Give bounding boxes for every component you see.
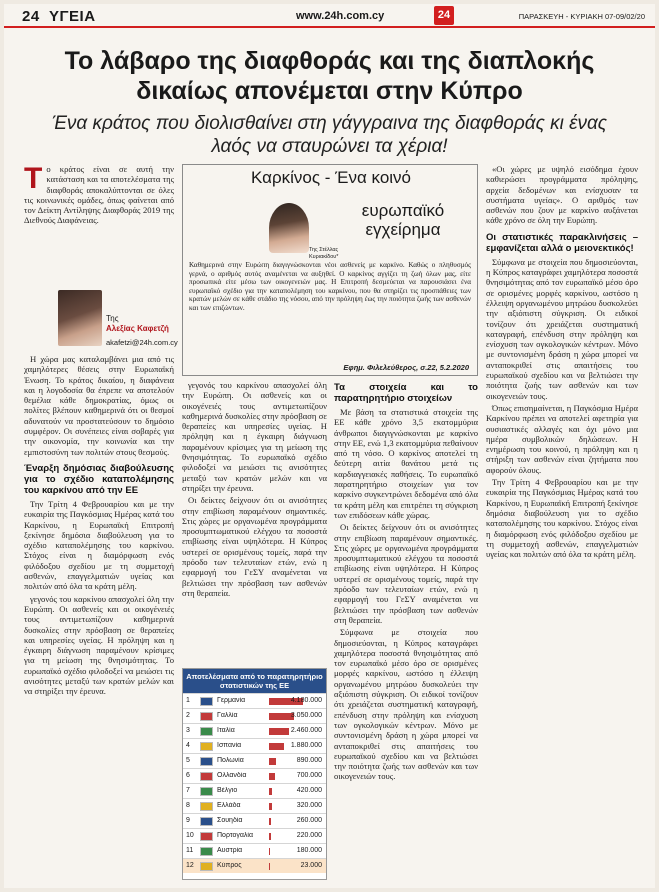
row-rank: 7 bbox=[186, 787, 190, 794]
row-country: Ισπανία bbox=[217, 742, 242, 749]
row-value: 700.000 bbox=[296, 772, 322, 779]
row-value: 890.000 bbox=[296, 757, 322, 764]
row-value: 4.180.000 bbox=[290, 697, 322, 704]
row-country: Αυστρία bbox=[217, 847, 243, 854]
col3-subheading: Τα στοιχεία και το παρατηρητήριο στοιχείων bbox=[334, 382, 478, 404]
col3-paragraph-3: Σύμφωνα με στοιχεία που δημοσιεύονται, η Κύπρος καταγράφει χαμηλότερα ποσοστά θνησιμότητας από τον ευρωπαϊκό μέσο όρο σε ορισμένες μορφές καρκίνου, ωστόσο η έλλειψη οργανωμένου μητρώου δυσκολεύει την αξιόπιστη σύγκριση. Οι ειδικοί τονίζουν ότι χρειάζεται συστηματική καταγραφή, επένδυση στην πρόληψη και ενίσχυση των ογκολογικών κέντρων. Μόνο με συντονισμένη δράση η χώρα μπορεί να ανταποκριθεί στις απαιτήσεις του ευρωπαϊκού σχεδίου και να βελτιώσει την ποιότητα ζωής των ασθενών και των οικογενειών τους. bbox=[334, 627, 478, 782]
col4-paragraph-2: Σύμφωνα με στοιχεία που δημοσιεύονται, η Κύπρος καταγράφει χαμηλότερα ποσοστά θνησιμότητας από τον ευρωπαϊκό μέσο όρο σε ορισμένες μορφές καρκίνου, ωστόσο η έλλειψη οργανωμένου μητρώου δυσκολεύει την αξιόπιστη σύγκριση. Οι ειδικοί τονίζουν ότι χρειάζεται συστηματική καταγραφή, επένδυση στην πρόληψη και ενίσχυση των ογκολογικών κέντρων. Μόνο με συντονισμένη δράση η χώρα μπορεί να ανταποκριθεί στις απαιτήσεις του ευρωπαϊκού σχεδίου και να βελτιώσει την ποιότητα ζωής των ασθενών και των οικογενειών τους. bbox=[486, 256, 638, 401]
table-row bbox=[183, 768, 326, 783]
article-title: Το λάβαρο της διαφθοράς και της διαπλοκής δικαίως απονέμεται στην Κύπρο bbox=[64, 47, 595, 105]
table-row bbox=[183, 693, 326, 708]
row-bar bbox=[269, 728, 289, 735]
box-photo-caption: Της Στέλλας Κυριακίδου* bbox=[309, 247, 339, 260]
author-label: Της Αλεξίας Καφετζή bbox=[106, 314, 169, 333]
stats-table bbox=[182, 668, 327, 880]
table-row bbox=[183, 858, 326, 873]
row-value: 180.000 bbox=[296, 847, 322, 854]
box-author-photo bbox=[269, 203, 309, 253]
row-value: 23.000 bbox=[300, 862, 322, 869]
page-header bbox=[4, 4, 655, 28]
col1-paragraph: Η χώρα μας καταλαμβάνει μια από τις χαμηλότερες θέσεις στην Ευρωπαϊκή Ένωση. Το κράτος δικαίου, η διαφάνεια και η λογοδοσία θα έπρεπε να αποτελούν θεμέλια κάθε δημοκρατίας, όμως οι πολίτες βλέπουν καθημερινά ότι οι θεσμοί αδυνατούν να προστατεύσουν το δημόσιο συμφέρον. Οι συνέπειες είναι σοβαρές για την οικονομία, την κοινωνία και την εμπιστοσύνη των πολιτών στους θεσμούς. bbox=[24, 354, 174, 457]
drop-cap: Τ bbox=[24, 164, 43, 195]
col4-paragraph-4: Την Τρίτη 4 Φεβρουαρίου και με την ευκαιρία της Παγκόσμιας Ημέρας κατά του Καρκίνου, η Ευρωπαϊκή Επιτροπή ξεκίνησε δημόσια διαβούλευση για το σχέδιο καταπολέμησης του καρκίνου. Στόχος είναι η διαμόρφωση ενός φιλόδοξου σχεδίου με τη συμμετοχή ασθενών, επαγγελματιών υγείας και πολιτών από όλα τα κράτη μέλη. bbox=[486, 477, 638, 560]
row-bar bbox=[269, 863, 270, 870]
row-bar bbox=[269, 818, 271, 825]
article-subtitle: Ένα κράτος που διολισθαίνει στη γάγγραινα της διαφθοράς κι ένας λαός να σταυρώνει τα χέρια! bbox=[51, 113, 608, 157]
author-email: akafetzi@24h.com.cy bbox=[106, 338, 178, 347]
col3-paragraph: Με βάση τα στατιστικά στοιχεία της ΕΕ κάθε χρόνο 3,5 εκατομμύρια άνθρωποι διαγιγνώσκονται με καρκίνο στην ΕΕ, ενώ 1,3 εκατομμύρια πεθαίνουν από τη νόσο. Ο καρκίνος αποτελεί τη δεύτερη αιτία θανάτου μετά τις καρδιαγγειακές παθήσεις. Το ευρωπαϊκό παρατηρητήριο στοιχείων για τον καρκίνο συγκεντρώνει δεδομένα από όλα τα κράτη μέλη και επιτρέπει τη σύγκριση των επιδόσεων κάθε χώρας. bbox=[334, 407, 478, 520]
flag-icon bbox=[200, 697, 213, 706]
issue-date: ΠΑΡΑΣΚΕΥΗ - ΚΥΡΙΑΚΗ 07-09/02/20 bbox=[518, 12, 645, 21]
column-3 bbox=[334, 164, 478, 880]
row-bar bbox=[269, 758, 276, 765]
col1-paragraph-2: Την Τρίτη 4 Φεβρουαρίου και με την ευκαιρία της Παγκόσμιας Ημέρας κατά του Καρκίνου, η Ευρωπαϊκή Επιτροπή ξεκίνησε δημόσια διαβούλευση για το σχέδιο καταπολέμησης του καρκίνου. Στόχος είναι η διαμόρφωση ενός φιλόδοξου σχεδίου με τη συμμετοχή ασθενών, επαγγελματιών υγείας και πολιτών από όλα τα κράτη μέλη. bbox=[24, 498, 174, 592]
flag-icon bbox=[200, 727, 213, 736]
brand-logo: 24 bbox=[434, 6, 454, 25]
row-country: Πορτογαλία bbox=[217, 832, 254, 839]
row-bar bbox=[269, 803, 272, 810]
row-rank: 1 bbox=[186, 697, 190, 704]
column-2 bbox=[182, 380, 327, 670]
row-rank: 3 bbox=[186, 727, 190, 734]
flag-icon bbox=[200, 832, 213, 841]
row-rank: 5 bbox=[186, 757, 190, 764]
author-name: Αλεξίας Καφετζή bbox=[106, 324, 169, 333]
row-country: Ελλάδα bbox=[217, 802, 241, 809]
col1-paragraph-3: γεγονός του καρκίνου απασχολεί όλη την Ευρώπη. Οι ασθενείς και οι οικογένειές τους αντιμετωπίζουν καθημερινά δυσκολίες στην πρόσβαση σε θεραπείες και υπηρεσίες υγείας. Η πρόληψη και η έγκαιρη διάγνωση παραμένουν κρίσιμες για τη μείωση της θνησιμότητας. Το ευρωπαϊκό σχέδιο φιλοδοξεί να μειώσει τις ανισότητες μεταξύ των κρατών μελών και να στηρίξει την έρευνα. bbox=[24, 593, 174, 697]
row-value: 220.000 bbox=[296, 832, 322, 839]
site-url: www.24h.com.cy bbox=[296, 10, 385, 22]
col2-paragraph-2: Οι δείκτες δείχνουν ότι οι ανισότητες στην επιβίωση παραμένουν σημαντικές. Στις χώρες με οργανωμένα προγράμματα προσυμπτωματικού ελέγχου τα ποσοστά επιβίωσης είναι υψηλότερα. Η Κύπρος υστερεί σε ορισμένους τομείς, παρά την πρόοδο των τελευταίων ετών, ενώ η εφαρμογή του ΓεΣΥ αναμένεται να βελτιώσει την πρόσβαση των ασθενών στη θεραπεία. bbox=[182, 495, 327, 598]
author-block bbox=[24, 290, 178, 350]
flag-icon bbox=[200, 757, 213, 766]
row-country: Βέλγιο bbox=[217, 787, 238, 794]
row-country: Κύπρος bbox=[217, 862, 242, 869]
row-rank: 12 bbox=[186, 862, 194, 869]
col4-subheading: Οι στατιστικές παρακλινήσεις – εμφανίζεται αλλά ο μειονεκτικός! bbox=[486, 231, 638, 254]
row-bar bbox=[269, 743, 284, 750]
article-lead bbox=[24, 164, 174, 286]
row-country: Ολλανδία bbox=[217, 772, 247, 779]
table-row bbox=[183, 783, 326, 798]
row-rank: 6 bbox=[186, 772, 190, 779]
col4-paragraph: «Οι χώρες με υψηλό εισόδημα έχουν καθιερώσει προγράμματα πρόληψης, αρχεία δεδομένων και ενίσχυσαν τα συστήματα υγείας». Ο αριθμός των ασθενών που ζουν με καρκίνο αυξάνεται κάθε χρόνο σε όλη την Ευρώπη. bbox=[486, 164, 638, 226]
flag-icon bbox=[200, 742, 213, 751]
flag-icon bbox=[200, 862, 213, 871]
flag-icon bbox=[200, 772, 213, 781]
row-rank: 11 bbox=[186, 847, 194, 854]
table-row bbox=[183, 813, 326, 828]
col1-subheading: Έναρξη δημόσιας διαβούλευσης για το σχέδιο καταπολέμησης του καρκίνου από την ΕΕ bbox=[24, 462, 174, 496]
row-value: 320.000 bbox=[296, 802, 322, 809]
author-photo bbox=[58, 290, 102, 346]
flag-icon bbox=[200, 802, 213, 811]
row-bar bbox=[269, 833, 271, 840]
row-bar bbox=[269, 848, 270, 855]
box-title-line1: Καρκίνος - Ένα κοινό bbox=[250, 168, 412, 187]
table-row bbox=[183, 843, 326, 858]
row-bar bbox=[269, 773, 275, 780]
row-rank: 8 bbox=[186, 802, 190, 809]
row-value: 2.460.000 bbox=[290, 727, 322, 734]
table-row bbox=[183, 723, 326, 738]
flag-icon bbox=[200, 787, 213, 796]
flag-icon bbox=[200, 712, 213, 721]
row-value: 420.000 bbox=[296, 787, 322, 794]
newspaper-page bbox=[4, 4, 655, 888]
box-signature: Εφημ. Φιλελεύθερος, σ.22, 5.2.2020 bbox=[343, 363, 469, 372]
section-name: ΥΓΕΙΑ bbox=[49, 8, 96, 25]
row-country: Πολωνία bbox=[217, 757, 244, 764]
table-row bbox=[183, 798, 326, 813]
row-rank: 4 bbox=[186, 742, 190, 749]
row-bar bbox=[269, 788, 272, 795]
row-value: 260.000 bbox=[296, 817, 322, 824]
row-country: Γαλλία bbox=[217, 712, 238, 719]
box-title-line2: ευρωπαϊκό εγχείρημα bbox=[361, 201, 445, 239]
column-1 bbox=[24, 354, 174, 879]
row-rank: 2 bbox=[186, 712, 190, 719]
table-row bbox=[183, 828, 326, 843]
page-number: 24 ΥΓΕΙΑ bbox=[22, 8, 96, 25]
flag-icon bbox=[200, 847, 213, 856]
table-row bbox=[183, 708, 326, 723]
column-4 bbox=[486, 164, 638, 880]
row-country: Σουηδία bbox=[217, 817, 243, 824]
col3-paragraph-2: Οι δείκτες δείχνουν ότι οι ανισότητες στην επιβίωση παραμένουν σημαντικές. Στις χώρες με οργανωμένα προγράμματα προσυμπτωματικού ελέγχου τα ποσοστά επιβίωσης είναι υψηλότερα. Η Κύπρος υστερεί σε ορισμένους τομείς, παρά την πρόοδο των τελευταίων ετών, ενώ η εφαρμογή του ΓεΣΥ αναμένεται να βελτιώσει την πρόσβαση των ασθενών στη θεραπεία. bbox=[334, 522, 478, 625]
table-row bbox=[183, 738, 326, 753]
row-rank: 9 bbox=[186, 817, 190, 824]
row-country: Γερμανία bbox=[217, 697, 246, 704]
lead-text: ο κράτος είναι σε αυτή την κατάσταση και τα αποτελέσματα της διαφθοράς αποκαλύπτονται σε όλες τις κοινωνικές ομάδες, όπως φαίνεται από τον Δείκτη Αντίληψης Διαφθοράς 2019 της Διεθνούς Διαφάνειας. bbox=[24, 164, 174, 226]
table-title: Αποτελέσματα από το παρατηρητήριο στατιστικών της ΕΕ bbox=[183, 669, 326, 693]
row-value: 3.050.000 bbox=[290, 712, 322, 719]
row-value: 1.880.000 bbox=[290, 742, 322, 749]
table-row bbox=[183, 753, 326, 768]
col2-paragraph: γεγονός του καρκίνου απασχολεί όλη την Ευρώπη. Οι ασθενείς και οι οικογένειές τους αντιμετωπίζουν καθημερινά δυσκολίες στην πρόσβαση σε θεραπείες και υπηρεσίες υγείας. Η πρόληψη και η έγκαιρη διάγνωση παραμένουν κρίσιμες για τη μείωση της θνησιμότητας. Το ευρωπαϊκό σχέδιο φιλοδοξεί να μειώσει τις ανισότητες μεταξύ των κρατών μελών και να στηρίξει την έρευνα. bbox=[182, 380, 327, 493]
flag-icon bbox=[200, 817, 213, 826]
row-rank: 10 bbox=[186, 832, 194, 839]
col4-paragraph-3: Όπως επισημαίνεται, η Παγκόσμια Ημέρα Καρκίνου πρέπει να αποτελεί αφετηρία για ουσιαστικές αλλαγές και όχι μόνο μια ημέρα συμβολικών δηλώσεων. Η ενημέρωση του κοινού, η πρόληψη και η στήριξη των ασθενών είναι ζητήματα που αφορούν όλους. bbox=[486, 402, 638, 475]
box-text: Καθημερινά στην Ευρώπη διαγιγνώσκονται νέοι ασθενείς με καρκίνο. Καθώς ο πληθυσμός γερνά, ο αριθμός αυτός αναμένεται να αυξηθεί. Ο καρκίνος αγγίζει τη ζωή όλων μας, είτε προσωπικά είτε μέσω των οικογενειών μας. Η Επιτροπή δεσμεύεται να παρουσιάσει ένα ευρωπαϊκό σχέδιο για την καταπολέμηση του καρκίνου, που θα στηρίζει τις προσπάθειες των κρατών μελών σε κάθε στάδιο της νόσου, από την πρόληψη έως την ποιότητα ζωής των ασθενών και των επιζώντων. bbox=[189, 261, 471, 312]
row-country: Ιταλία bbox=[217, 727, 235, 734]
